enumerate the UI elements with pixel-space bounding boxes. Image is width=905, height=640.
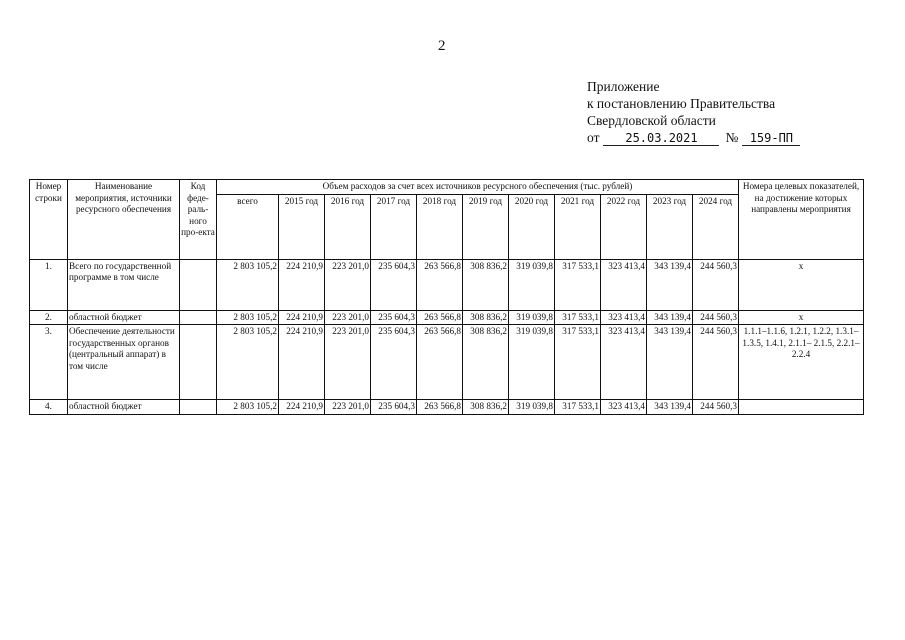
- row-value: 343 139,4: [647, 259, 693, 310]
- row-value: 223 201,0: [325, 325, 371, 400]
- row-federal-code: [180, 400, 217, 415]
- row-value: 223 201,0: [325, 310, 371, 325]
- header-year: 2021 год: [555, 194, 601, 259]
- row-value: 319 039,8: [509, 310, 555, 325]
- row-value: 317 533,1: [555, 259, 601, 310]
- row-targets: х: [739, 259, 864, 310]
- row-total: 2 803 105,2: [217, 400, 279, 415]
- row-value: 224 210,9: [279, 310, 325, 325]
- row-name: областной бюджет: [68, 310, 180, 325]
- row-value: 235 604,3: [371, 325, 417, 400]
- row-name: областной бюджет: [68, 400, 180, 415]
- row-value: 235 604,3: [371, 310, 417, 325]
- row-value: 223 201,0: [325, 400, 371, 415]
- resolution-number: 159-ПП: [742, 131, 800, 146]
- row-total: 2 803 105,2: [217, 259, 279, 310]
- row-value: 317 533,1: [555, 325, 601, 400]
- header-year: 2019 год: [463, 194, 509, 259]
- header-total: всего: [217, 194, 279, 259]
- row-targets: 1.1.1–1.1.6, 1.2.1, 1.2.2, 1.3.1–1.3.5, 1.4.1, 2.1.1– 2.1.5, 2.2.1–2.2.4: [739, 325, 864, 400]
- header-year: 2017 год: [371, 194, 417, 259]
- row-number: 4.: [30, 400, 68, 415]
- row-targets: х: [739, 310, 864, 325]
- row-value: 244 560,3: [693, 325, 739, 400]
- row-value: 244 560,3: [693, 400, 739, 415]
- resolution-date: 25.03.2021: [603, 131, 719, 146]
- row-value: 263 566,8: [417, 325, 463, 400]
- row-value: 263 566,8: [417, 259, 463, 310]
- row-value: 235 604,3: [371, 259, 417, 310]
- row-targets: [739, 400, 864, 415]
- row-value: 319 039,8: [509, 400, 555, 415]
- row-name: Обеспечение деятельности государственных органов (центральный аппарат) в том числе: [68, 325, 180, 400]
- row-value: 308 836,2: [463, 259, 509, 310]
- table-header-row: [30, 180, 864, 195]
- row-name: Всего по государственной программе в том числе: [68, 259, 180, 310]
- appendix-block: [587, 78, 800, 146]
- row-value: 323 413,4: [601, 400, 647, 415]
- header-name: Наименование мероприятия, источники ресурсного обеспечения: [68, 180, 180, 260]
- row-value: 343 139,4: [647, 325, 693, 400]
- row-value: 244 560,3: [693, 259, 739, 310]
- row-value: 319 039,8: [509, 325, 555, 400]
- header-federal-code: Код феде-раль-ного про-екта: [180, 180, 217, 260]
- row-value: 308 836,2: [463, 400, 509, 415]
- row-value: 263 566,8: [417, 310, 463, 325]
- row-value: 223 201,0: [325, 259, 371, 310]
- header-year: 2022 год: [601, 194, 647, 259]
- row-value: 224 210,9: [279, 400, 325, 415]
- row-value: 319 039,8: [509, 259, 555, 310]
- row-value: 244 560,3: [693, 310, 739, 325]
- expenses-table: [29, 179, 864, 415]
- table-row: [30, 310, 864, 325]
- row-value: 308 836,2: [463, 325, 509, 400]
- row-value: 323 413,4: [601, 310, 647, 325]
- number-sign: №: [725, 130, 739, 145]
- header-year: 2020 год: [509, 194, 555, 259]
- row-federal-code: [180, 259, 217, 310]
- row-total: 2 803 105,2: [217, 310, 279, 325]
- row-number: 1.: [30, 259, 68, 310]
- row-value: 343 139,4: [647, 310, 693, 325]
- row-value: 308 836,2: [463, 310, 509, 325]
- row-federal-code: [180, 325, 217, 400]
- row-number: 2.: [30, 310, 68, 325]
- row-value: 343 139,4: [647, 400, 693, 415]
- appendix-region: Свердловской области: [587, 113, 716, 128]
- header-row-number: Номер строки: [30, 180, 68, 260]
- table-row: [30, 325, 864, 400]
- appendix-title: Приложение: [587, 79, 660, 94]
- header-year: 2018 год: [417, 194, 463, 259]
- header-targets: Номера целевых показателей, на достижение которых направлены мероприятия: [739, 180, 864, 260]
- header-year: 2024 год: [693, 194, 739, 259]
- row-federal-code: [180, 310, 217, 325]
- row-value: 317 533,1: [555, 310, 601, 325]
- row-value: 323 413,4: [601, 325, 647, 400]
- row-value: 235 604,3: [371, 400, 417, 415]
- table-row: [30, 400, 864, 415]
- row-value: 224 210,9: [279, 325, 325, 400]
- header-expenses-group: Объем расходов за счет всех источников ресурсного обеспечения (тыс. рублей): [217, 180, 739, 195]
- row-value: 224 210,9: [279, 259, 325, 310]
- header-year: 2016 год: [325, 194, 371, 259]
- row-total: 2 803 105,2: [217, 325, 279, 400]
- table-row: [30, 259, 864, 310]
- row-value: 317 533,1: [555, 400, 601, 415]
- appendix-date-line: [587, 129, 800, 146]
- row-number: 3.: [30, 325, 68, 400]
- header-year: 2015 год: [279, 194, 325, 259]
- row-value: 323 413,4: [601, 259, 647, 310]
- page-number: 2: [438, 38, 446, 54]
- row-value: 263 566,8: [417, 400, 463, 415]
- date-prefix: от: [587, 130, 600, 145]
- header-year: 2023 год: [647, 194, 693, 259]
- appendix-resolution: к постановлению Правительства: [587, 96, 776, 111]
